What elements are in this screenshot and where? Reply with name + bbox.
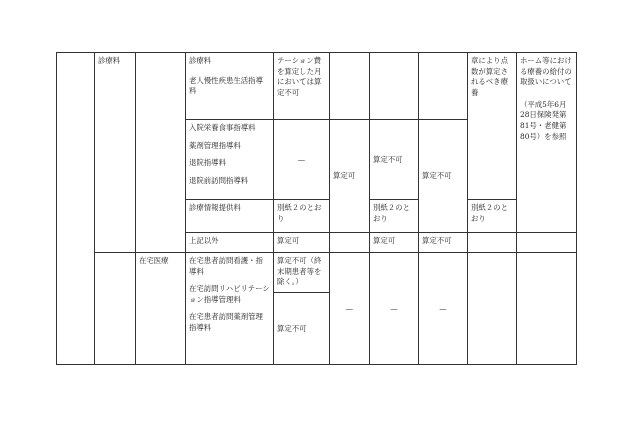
value-cell — [370, 253, 419, 365]
value-cell — [468, 233, 517, 253]
value-cell — [517, 253, 577, 365]
subgroup-empty-cell — [136, 53, 186, 253]
note-text: （平成5年6月28日保険発第81号・老健第80号）を参照 — [520, 99, 567, 141]
item-cell — [186, 120, 274, 200]
blank-column — [57, 53, 95, 365]
value-cell — [274, 253, 330, 293]
value-text: 算定不可 — [422, 236, 452, 245]
item-cell — [186, 233, 274, 253]
dash-text: — — [390, 303, 398, 313]
item-label: 在宅患者訪問看護・指導料 — [189, 256, 263, 276]
value-cell — [370, 200, 419, 233]
value-text: 算定不可 — [277, 323, 307, 333]
note-text: 章により点数が算定されるべき療養 — [471, 56, 508, 97]
dash-text: — — [297, 154, 306, 164]
value-cell — [330, 120, 370, 233]
table-row — [57, 53, 577, 120]
item-label: 老人慢性疾患生活指導料 — [189, 75, 263, 96]
value-cell — [330, 253, 370, 365]
value-cell — [274, 53, 330, 120]
value-text: 算定可 — [373, 236, 396, 245]
subgroup-cell — [136, 253, 186, 365]
value-cell — [330, 53, 370, 120]
value-cell — [468, 200, 517, 233]
section-label: 診療料 — [98, 56, 121, 65]
value-cell — [419, 53, 468, 120]
fee-eligibility-table — [56, 52, 577, 365]
section-continuation-cell — [95, 253, 136, 365]
item-label: 在宅訪問リハビリテーション指導管理料 — [189, 284, 270, 304]
value-cell — [468, 253, 517, 365]
value-text: 算定可 — [333, 171, 356, 181]
value-cell — [274, 120, 330, 200]
value-cell — [419, 233, 468, 253]
subgroup-label: 在宅医療 — [139, 256, 169, 265]
value-cell — [274, 293, 330, 365]
item-cell — [186, 53, 274, 120]
value-text: テーション費を算定した月においては算定不可 — [277, 56, 322, 97]
item-label: 薬剤管理指導料 — [189, 140, 241, 150]
dash-text: — — [345, 303, 354, 313]
note-cell — [468, 53, 517, 200]
section-cell — [95, 53, 136, 253]
value-cell — [274, 200, 330, 233]
value-text: 別紙２のとおり — [373, 203, 410, 223]
item-label: 在宅患者訪問薬剤管理指導料 — [189, 312, 263, 332]
value-cell — [274, 233, 330, 253]
value-cell — [370, 53, 419, 120]
dash-text: — — [439, 303, 447, 313]
item-label: 診療料 — [189, 56, 212, 65]
item-label: 入院栄養食事指導料 — [189, 123, 256, 132]
item-cell — [186, 200, 274, 233]
table-row — [57, 253, 577, 293]
note-cell — [517, 53, 577, 233]
value-text: 算定不可 — [373, 154, 403, 164]
item-label: 退院前訪問指導料 — [189, 175, 249, 185]
value-text: 算定不可（終末期患者等を除く。） — [277, 256, 322, 287]
item-label: 上記以外 — [189, 236, 219, 245]
value-text: 別紙２のとおり — [277, 203, 322, 223]
value-cell — [370, 233, 419, 253]
value-cell — [517, 233, 577, 253]
value-cell — [419, 120, 468, 233]
item-cell — [186, 253, 274, 365]
value-cell — [370, 120, 419, 200]
value-cell — [330, 233, 370, 253]
note-text: ホーム等における療養の給付の取扱いについて — [520, 56, 572, 87]
value-cell — [419, 253, 468, 365]
value-text: 別紙２のとおり — [471, 203, 508, 223]
item-label: 診療情報提供料 — [189, 203, 241, 212]
value-text: 算定不可 — [422, 171, 452, 181]
value-text: 算定可 — [277, 236, 300, 245]
item-label: 退院指導料 — [189, 158, 226, 168]
